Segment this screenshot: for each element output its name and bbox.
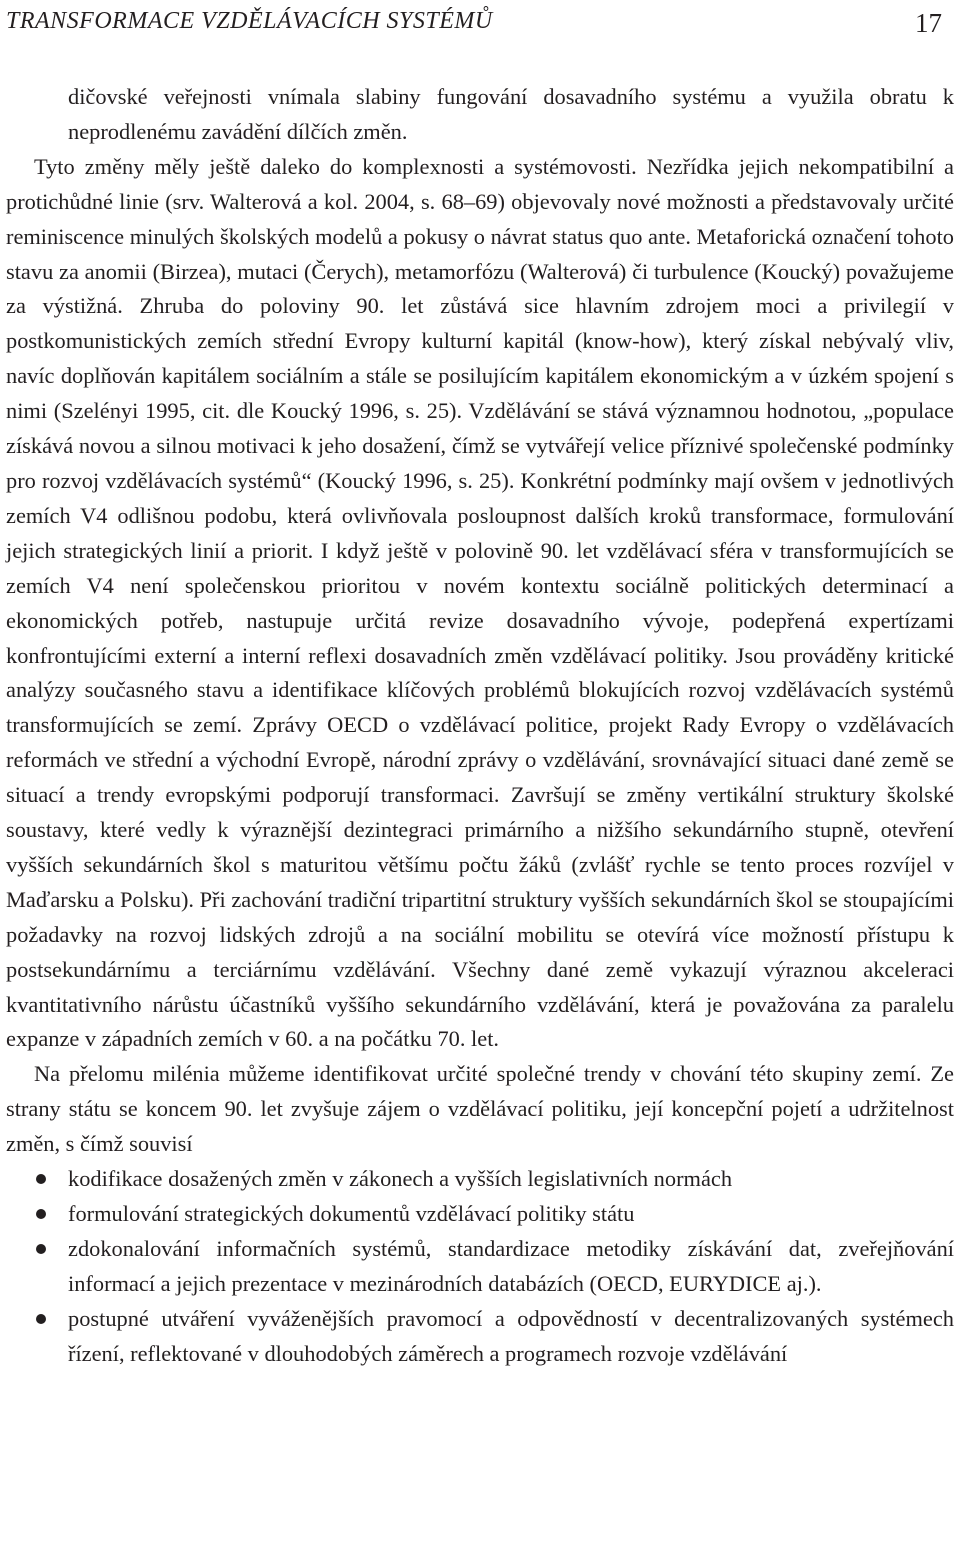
list-item-text: formulování strategických dokumentů vzdělávací politiky státu [68,1201,635,1226]
list-item [6,1162,954,1197]
list-item [6,1302,954,1372]
bullet-icon [36,1244,46,1254]
list-item [6,1232,954,1302]
bullet-icon [36,1314,46,1324]
paragraph-continued: dičovské veřejnosti vnímala slabiny fungování dosavadního systému a využila obratu k neprodlenému zavádění dílčích změn. [68,84,954,144]
paragraph: Tyto změny měly ještě daleko do komplexnosti a systémovosti. Nezřídka jejich nekompatibilní a protichůdné linie (srv. Walterová a kol. 2004, s. 68–69) objevovaly nové možnosti a představovaly určité reminiscence minulých školských modelů a pokusy o návrat status quo ante. Metaforická označení tohoto stavu za anomii (Birzea), mutaci (Čerych), metamorfózu (Walterová) či turbulence (Koucký) považujeme za výstižná. Zhruba do poloviny 90. let zůstává sice hlavním zdrojem moci a privilegií v postkomunistických zemích střední Evropy kulturní kapitál (know-how), který získal nebývalý vliv, navíc doplňován kapitálem sociálním a stále se posilujícím kapitálem ekonomickým a v úzkém spojení s nimi (Szelényi 1995, cit. dle Koucký 1996, s. 25). Vzdělávání se stává významnou hodnotou, „populace získává novou a silnou motivaci k jeho dosažení, čímž se vytvářejí velice příznivé společenské podmínky pro rozvoj vzdělávacích systémů“ (Koucký 1996, s. 25). Konkrétní podmínky mají ovšem v jednotlivých zemích V4 odlišnou podobu, která ovlivňovala posloupnost dalších kroků transformace, formulování jejich strategických linií a priorit. I když ještě v polovině 90. let vzdělávací sféra v transformujících se zemích V4 není společenskou prioritou v novém kontextu sociálně politických determinací a ekonomických potřeb, nastupuje určitá revize dosavadního vývoje, podepřená expertízami konfrontujícími externí a interní reflexi dosavadních změn vzdělávací politiky. Jsou prováděny kritické analýzy současného stavu a identifikace klíčových problémů blokujících rozvoj vzdělávacích systémů transformujících se zemí. Zprávy OECD o vzdělávací politice, projekt Rady Evropy o vzdělávacích reformách ve střední a východní Evropě, národní zprávy o vzdělávání, srovnávající situaci dané země se situací a trendy evropskými podporují transformaci. Završují se změny vertikální struktury školské soustavy, které vedly k výraznější dezintegraci primárního a nižšího sekundárního stupně, otevření vyšších sekundárních škol s maturitou většímu počtu žáků (zvlášť rychle se tento proces rozvíjel v Maďarsku a Polsku). Při zachování tradiční tripartitní struktury vyšších sekundárních škol se stoupajícími požadavky na rozvoj lidských zdrojů a na sociální mobilitu se otevírá více možností přístupu k postsekundárnímu a terciárnímu vzdělávání. Všechny dané země vykazují výraznou akceleraci kvantitativního nárůstu účastníků vyššího sekundárního vzdělávání, která je považována za paralelu expanze v západních zemích v 60. a na počátku 70. let. [6,153,954,1052]
bullet-icon [36,1174,46,1184]
bullet-list [6,1162,954,1371]
page-header [6,4,942,38]
page-number: 17 [915,8,942,38]
list-item-text: postupné utváření vyváženějších pravomocí a odpovědností v decentralizovaných systémech řízení, reflektované v dlouhodobých záměrech a programech rozvoje vzdělávání [68,1305,954,1366]
paragraph: Na přelomu milénia můžeme identifikovat určité společné trendy v chování této skupiny zemí. Ze strany státu se koncem 90. let zvyšuje zájem o vzdělávací politiku, její koncepční pojetí a udržitelnost změn, s čímž souvisí [6,1061,954,1157]
list-item-text: zdokonalování informačních systémů, standardizace metodiky získávání dat, zveřejňování informací a jejich prezentace v mezinárodních databázích (OECD, EURYDICE aj.). [68,1235,954,1296]
running-head: TRANSFORMACE VZDĚLÁVACÍCH SYSTÉMŮ [6,8,493,34]
list-item [6,1197,954,1232]
page-body [6,80,954,1372]
list-item-text: kodifikace dosažených změn v zákonech a vyšších legislativních normách [68,1166,733,1192]
bullet-icon [36,1209,46,1219]
